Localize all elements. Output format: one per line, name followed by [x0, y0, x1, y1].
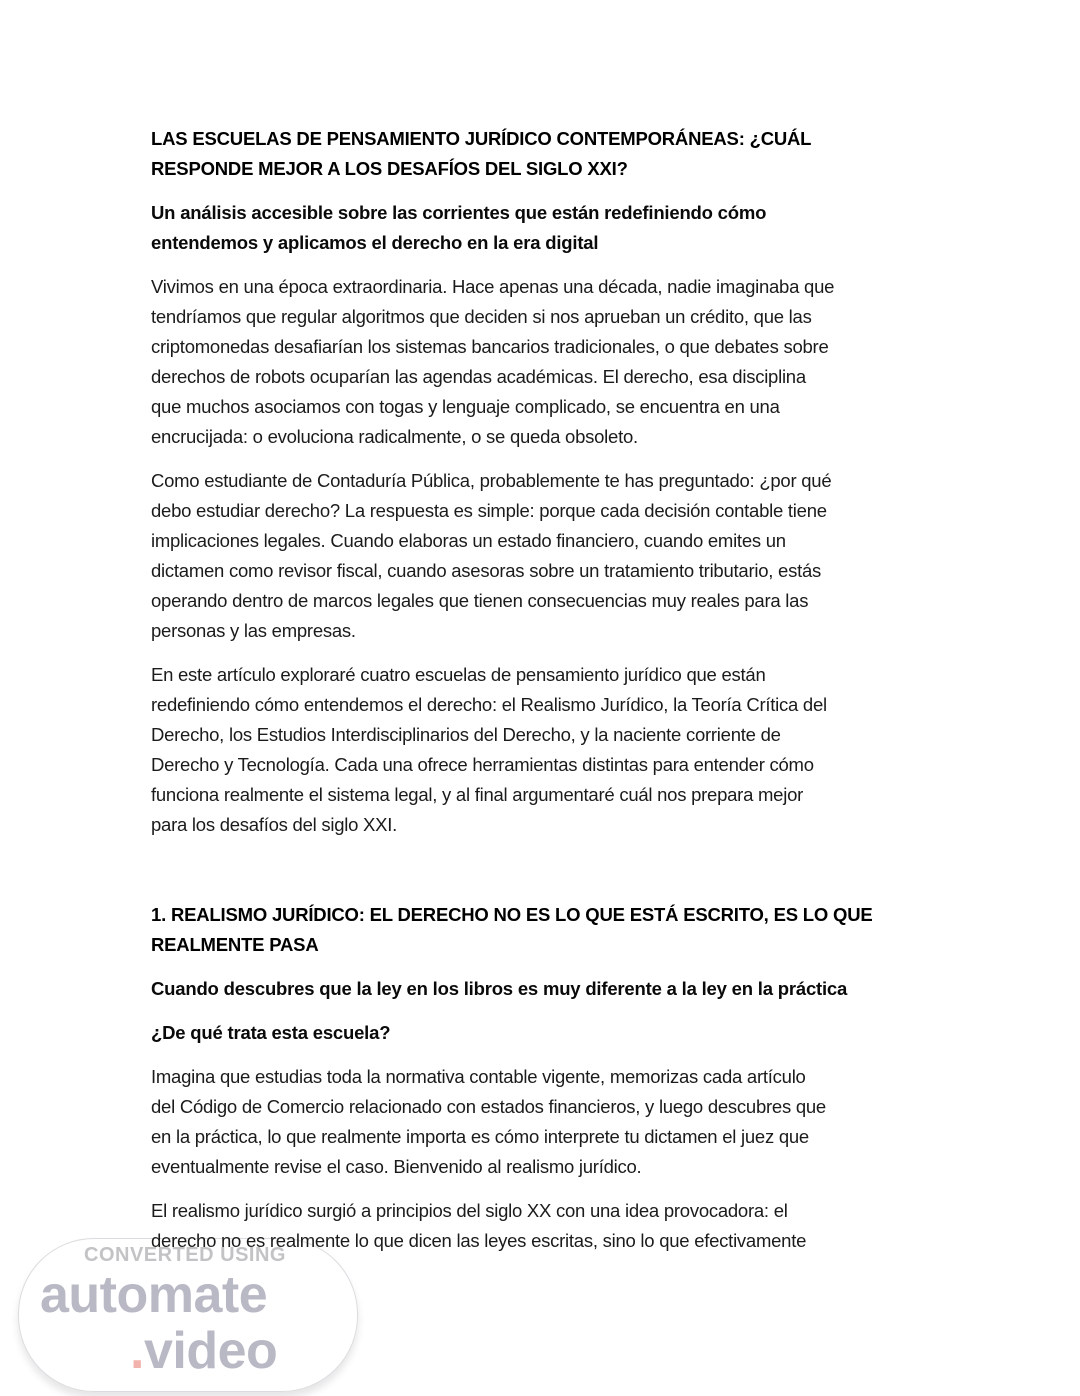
section-1-paragraph-2 — [151, 1196, 951, 1256]
watermark-video-text: video — [143, 1322, 278, 1380]
watermark-brand-main: automate — [40, 1266, 268, 1324]
heading-line: 1. REALISMO JURÍDICO: EL DERECHO NO ES LO QUE ESTÁ ESCRITO, ES LO QUE — [151, 904, 873, 925]
watermark-converted-text: CONVERTED USING — [84, 1244, 286, 1266]
paragraph-line: en la práctica, lo que realmente importa es cómo interprete tu dictamen el juez que — [151, 1126, 809, 1147]
title-line: RESPONDE MEJOR A LOS DESAFÍOS DEL SIGLO XXI? — [151, 158, 628, 179]
intro-paragraph-3 — [151, 660, 951, 840]
section-1-question — [151, 1018, 951, 1048]
paragraph-line: dictamen como revisor fiscal, cuando asesoras sobre un tratamiento tributario, estás — [151, 560, 821, 581]
title-line: LAS ESCUELAS DE PENSAMIENTO JURÍDICO CONTEMPORÁNEAS: ¿CUÁL — [151, 128, 812, 149]
paragraph-line: implicaciones legales. Cuando elaboras un estado financiero, cuando emites un — [151, 530, 786, 551]
document-title — [151, 124, 951, 184]
paragraph-line: criptomonedas desafiarían los sistemas bancarios tradicionales, o que debates sobre — [151, 336, 829, 357]
paragraph-line: del Código de Comercio relacionado con estados financieros, y luego descubres que — [151, 1096, 826, 1117]
paragraph-line: debo estudiar derecho? La respuesta es simple: porque cada decisión contable tiene — [151, 500, 827, 521]
question-line: ¿De qué trata esta escuela? — [151, 1022, 391, 1043]
subtitle-line: entendemos y aplicamos el derecho en la era digital — [151, 232, 599, 253]
section-1-paragraph-1 — [151, 1062, 951, 1182]
paragraph-line: encrucijada: o evoluciona radicalmente, o se queda obsoleto. — [151, 426, 638, 447]
subtitle-line: Un análisis accesible sobre las corrientes que están redefiniendo cómo — [151, 202, 767, 223]
paragraph-line: Derecho, los Estudios Interdisciplinarios del Derecho, y la naciente corriente de — [151, 724, 781, 745]
paragraph-line: funciona realmente el sistema legal, y al final argumentaré cuál nos prepara mejor — [151, 784, 804, 805]
paragraph-line: Imagina que estudias toda la normativa contable vigente, memorizas cada artículo — [151, 1066, 806, 1087]
paragraph-line: Derecho y Tecnología. Cada una ofrece herramientas distintas para entender cómo — [151, 754, 814, 775]
paragraph-line: para los desafíos del siglo XXI. — [151, 814, 398, 835]
subheading-line: Cuando descubres que la ley en los libros es muy diferente a la ley en la práctica — [151, 978, 848, 999]
heading-line: REALMENTE PASA — [151, 934, 319, 955]
paragraph-line: Como estudiante de Contaduría Pública, probablemente te has preguntado: ¿por qué — [151, 470, 832, 491]
paragraph-line: que muchos asociamos con togas y lenguaje complicado, se encuentra en una — [151, 396, 780, 417]
paragraph-line: Vivimos en una época extraordinaria. Hace apenas una década, nadie imaginaba que — [151, 276, 835, 297]
section-1-subheading — [151, 974, 951, 1004]
paragraph-line: derechos de robots ocuparían las agendas académicas. El derecho, esa disciplina — [151, 366, 806, 387]
paragraph-line: eventualmente revise el caso. Bienvenido al realismo jurídico. — [151, 1156, 642, 1177]
watermark-dot: . — [130, 1322, 144, 1380]
paragraph-line: El realismo jurídico surgió a principios del siglo XX con una idea provocadora: el — [151, 1200, 788, 1221]
paragraph-line: redefiniendo cómo entendemos el derecho: el Realismo Jurídico, la Teoría Crítica del — [151, 694, 827, 715]
paragraph-line: derecho no es realmente lo que dicen las leyes escritas, sino lo que efectivamente — [151, 1230, 807, 1251]
paragraph-line: tendríamos que regular algoritmos que deciden si nos aprueban un crédito, que las — [151, 306, 812, 327]
intro-paragraph-2 — [151, 466, 951, 646]
paragraph-line: personas y las empresas. — [151, 620, 356, 641]
watermark-brand-suffix — [130, 1322, 277, 1380]
section-spacer — [151, 854, 951, 900]
document-page — [151, 124, 951, 1270]
paragraph-line: En este artículo exploraré cuatro escuelas de pensamiento jurídico que están — [151, 664, 766, 685]
section-1-heading — [151, 900, 951, 960]
paragraph-line: operando dentro de marcos legales que tienen consecuencias muy reales para las — [151, 590, 809, 611]
document-subtitle — [151, 198, 951, 258]
intro-paragraph-1 — [151, 272, 951, 452]
